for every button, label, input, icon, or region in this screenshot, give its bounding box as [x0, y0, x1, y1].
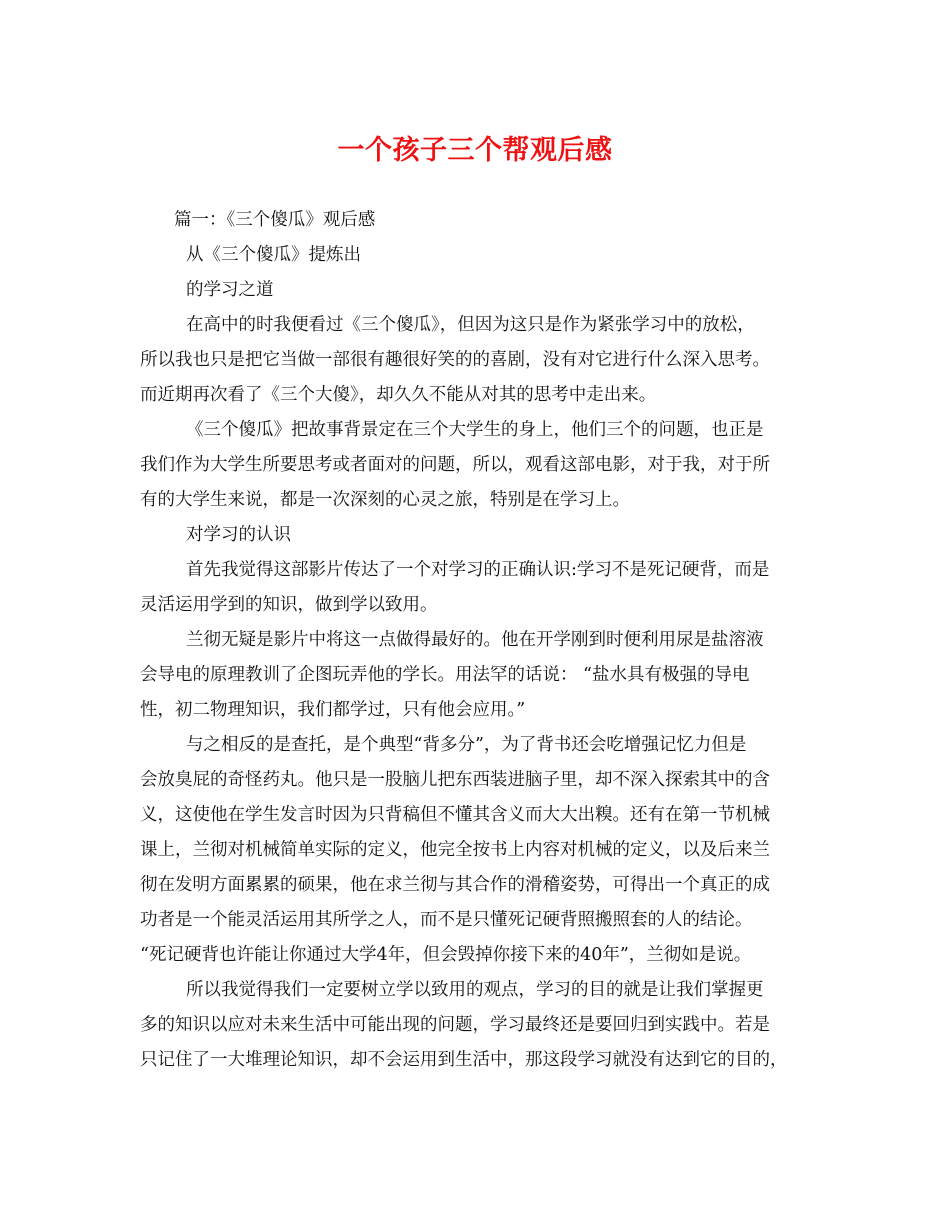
text-line: 性，初二物理知识，我们都学过，只有他会应用。” [140, 700, 526, 720]
text-line: 《三个傻瓜》把故事背景定在三个大学生的身上，他们三个的问题，也正是 [186, 420, 764, 440]
text-line: 而近期再次看了《三个大傻》，却久久不能从对其的思考中走出来。 [140, 385, 657, 405]
text-line: 只记住了一大堆理论知识，却不会运用到生活中，那这段学习就没有达到它的目的， [140, 1050, 788, 1070]
text-line: 对学习的认识 [186, 525, 291, 545]
text-line: 功者是一个能灵活运用其所学之人，而不是只懂死记硬背照搬照套的人的结论。 [140, 910, 753, 930]
text-line: 兰彻无疑是影片中将这一点做得最好的。他在开学刚到时便利用尿是盐溶液 [186, 630, 764, 650]
text-line: 多的知识以应对未来生活中可能出现的问题，学习最终还是要回归到实践中。若是 [140, 1015, 770, 1035]
document-title: 一个孩子三个帮观后感 [337, 135, 613, 166]
text-line: 会放臭屁的奇怪药丸。他只是一股脑儿把东西装进脑子里，却不深入探索其中的含 [140, 770, 770, 790]
text-line: 所以我也只是把它当做一部很有趣很好笑的的喜剧，没有对它进行什么深入思考。 [140, 350, 770, 370]
text-line: 灵活运用学到的知识，做到学以致用。 [140, 595, 438, 615]
text-line: 义，这使他在学生发言时因为只背稿但不懂其含义而大大出糗。还有在第一节机械 [140, 805, 770, 825]
text-line: 我们作为大学生所要思考或者面对的问题，所以，观看这部电影，对于我，对于所 [140, 455, 770, 475]
text-line: 从《三个傻瓜》提炼出 [186, 245, 361, 265]
text-line: 所以我觉得我们一定要树立学以致用的观点，学习的目的就是让我们掌握更 [186, 980, 764, 1000]
text-line: 彻在发明方面累累的硕果，他在求兰彻与其合作的滑稽姿势，可得出一个真正的成 [140, 875, 770, 895]
text-line: 的学习之道 [186, 280, 274, 300]
text-line: 在高中的时我便看过《三个傻瓜》，但因为这只是作为紧张学习中的放松， [186, 315, 755, 335]
text-line: “死记硬背也许能让你通过大学4年，但会毁掉你接下来的40年”，兰彻如是说。 [140, 945, 752, 965]
text-line: 首先我觉得这部影片传达了一个对学习的正确认识:学习不是死记硬背，而是 [186, 560, 770, 580]
text-line: 有的大学生来说，都是一次深刻的心灵之旅，特别是在学习上。 [140, 490, 630, 510]
text-line: 课上，兰彻对机械简单实际的定义，他完全按书上内容对机械的定义，以及后来兰 [140, 840, 770, 860]
text-line: 篇一：《三个傻瓜》观后感 [174, 210, 376, 230]
text-line: 会导电的原理教训了企图玩弄他的学长。用法罕的话说： “盐水具有极强的导电 [140, 665, 750, 685]
text-line: 与之相反的是查托，是个典型“背多分”，为了背书还会吃增强记忆力但是 [186, 735, 747, 755]
document-body [140, 203, 820, 1078]
